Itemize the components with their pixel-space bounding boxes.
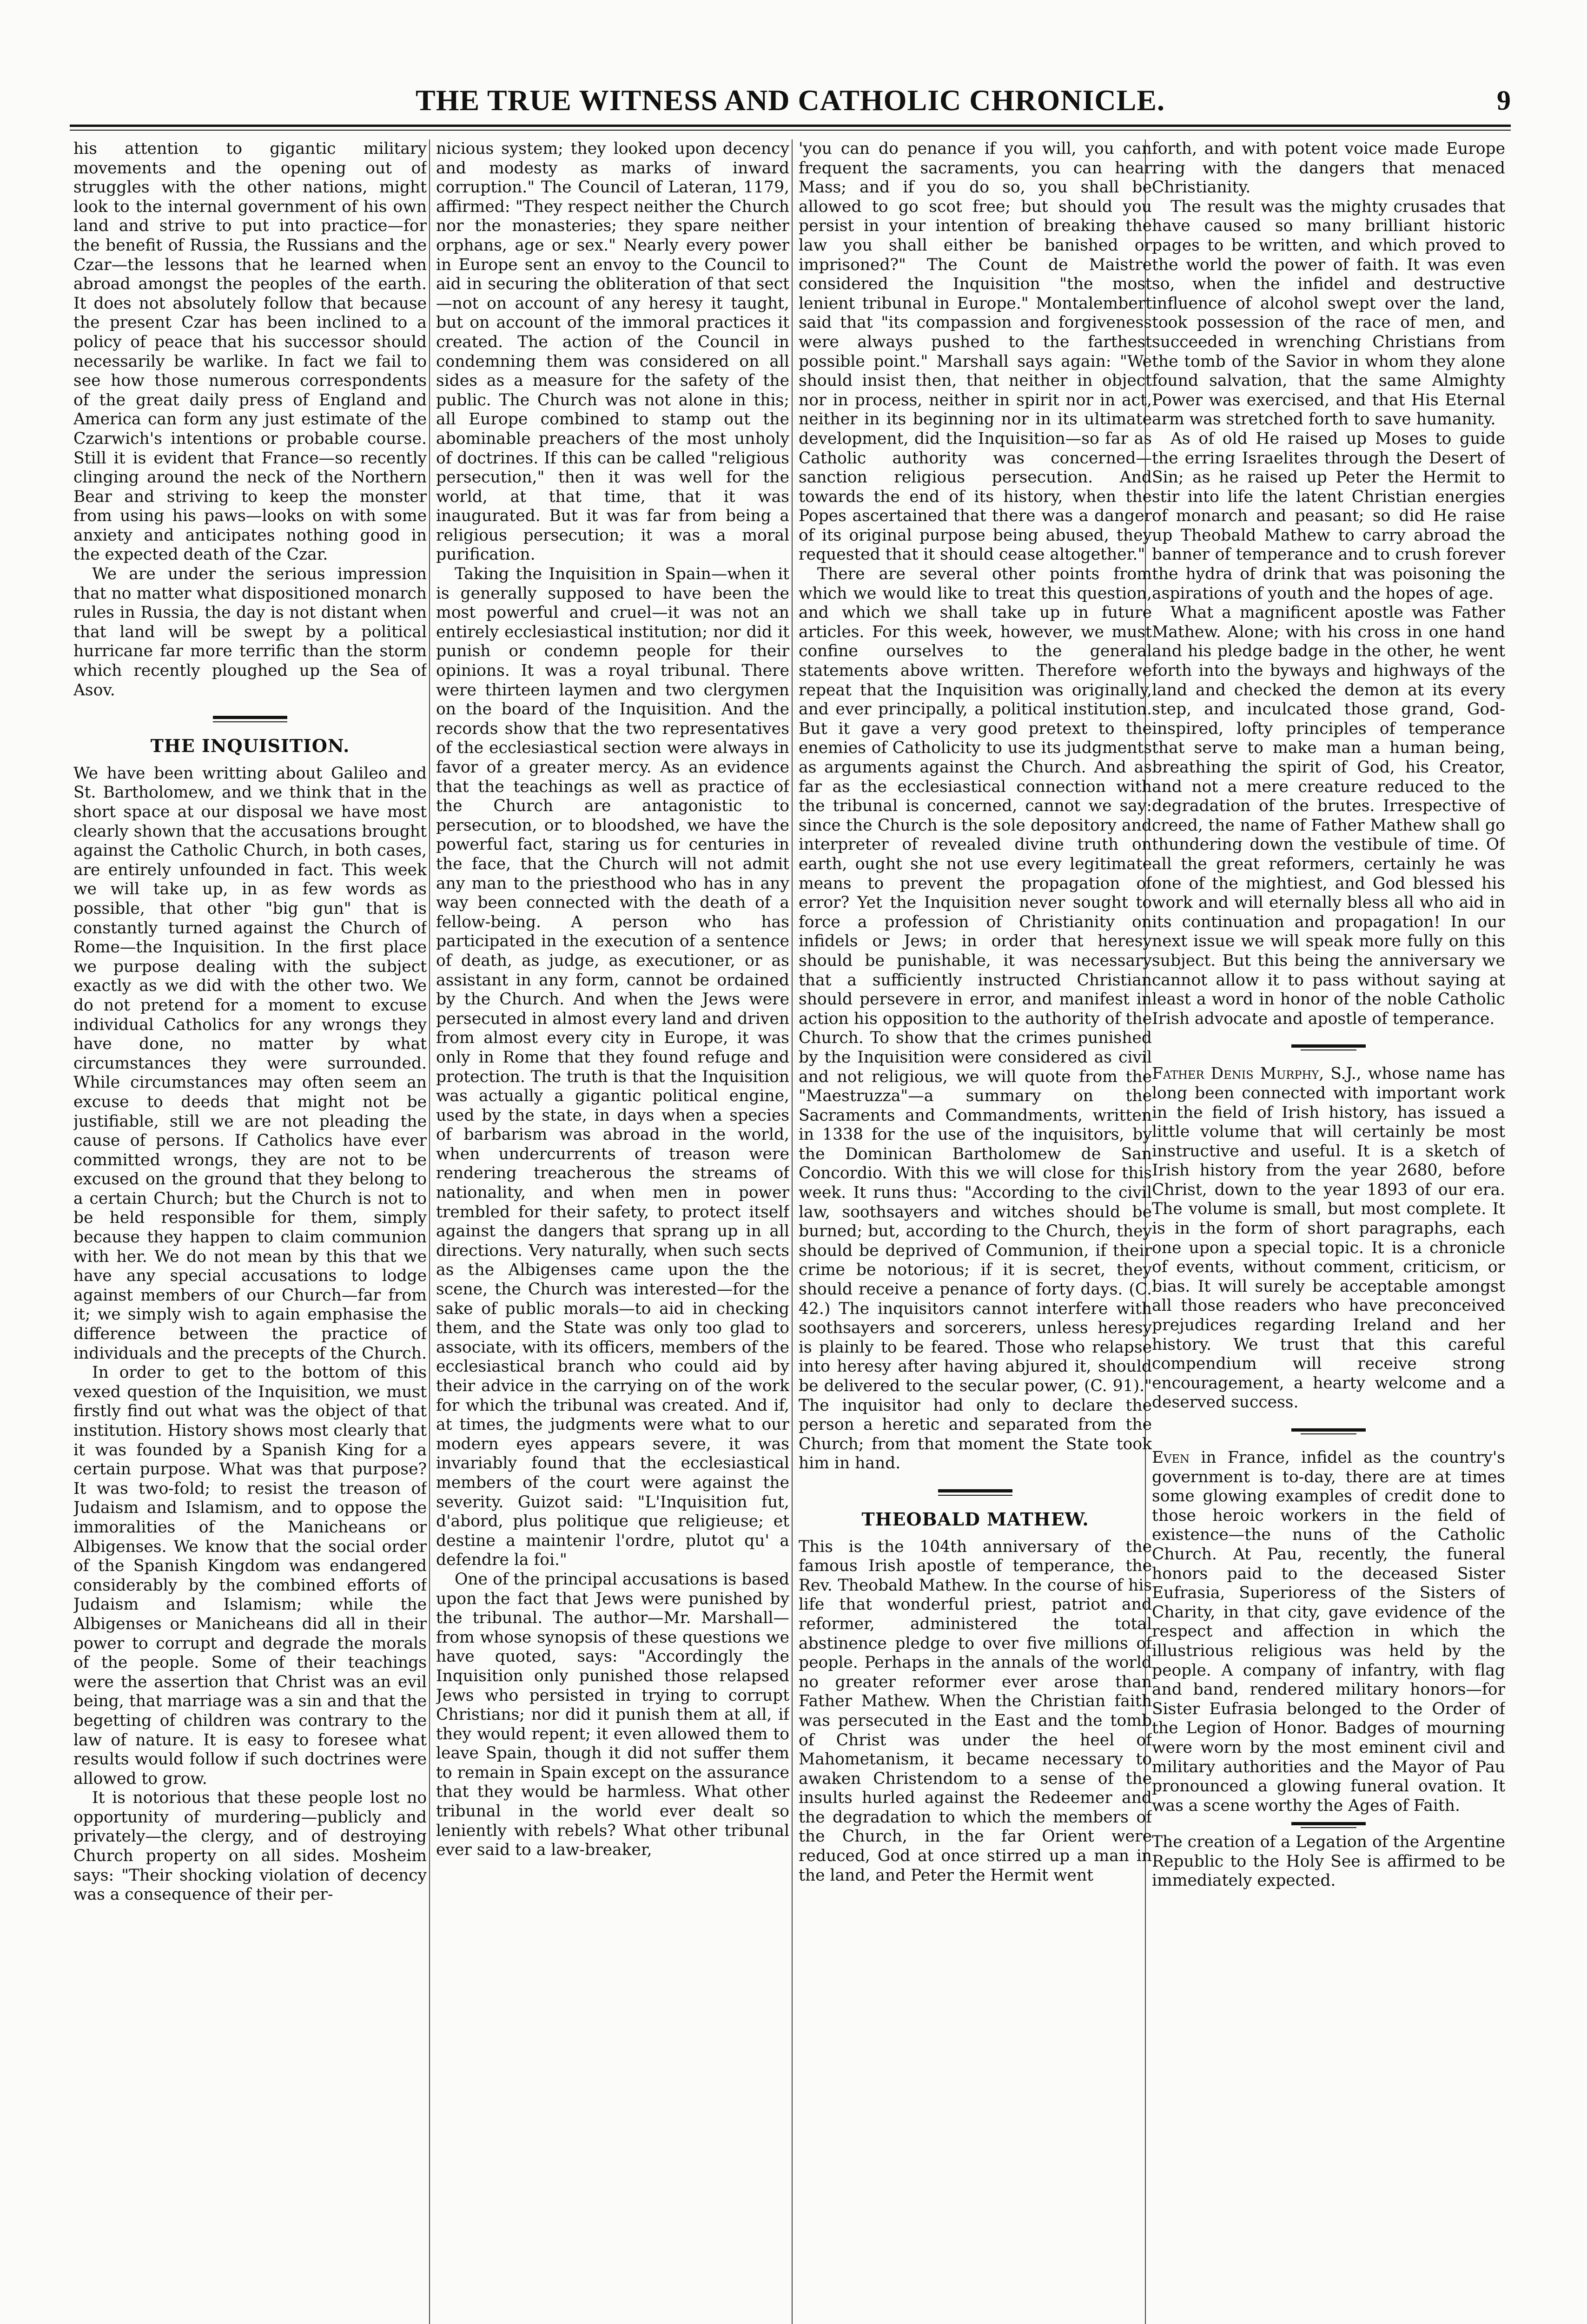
- paragraph: [1152, 1064, 1505, 1413]
- paragraph: We have been writting about Galileo and St. Bartholomew, and we think that in the short space at our disposal we have most clearly shown that the accusations brought against the Catholic Church, in both cases, are entirely unfounded in fact. This week we will take up, in as few words as possible, that other "big gun" that is constantly turned against the Church of Rome—the Inquisition. In the first place we purpose dealing with the subject exactly as we did with the other two. We do not pretend for a moment to excuse individual Catholics for any wrongs they have done, no matter by what circumstances they were surrounded. While circumstances may often seem an excuse to deeds that might not be justifiable, still we are not pleading the cause of persons. If Catholics have ever committed wrongs, they are not to be excused on the ground that they belong to a certain Church; but the Church is not to be held responsible for them, simply because they happen to claim communion with her. We do not mean by this that we have any special accusations to lodge against members of our Church—far from it; we simply wish to again emphasise the difference between the practice of individuals and the precepts of the Church.: [73, 764, 427, 1363]
- paragraph: nicious system; they looked upon decency and modesty as marks of inward corruption." The Council of Lateran, 1179, affirmed: "They respect neither the Church nor the monasteries; they spare neither orphans, age or sex." Nearly every power in Europe sent an envoy to the Council to aid in securing the obliteration of that sect—not on account of any heresy it taught, but on account of the immoral practices it created. The action of the Council in condemning them was considered on all sides as a measure for the safety of the public. The Church was not alone in this; all Europe combined to stamp out the abominable preachers of the most unholy of doctrines. If this can be called "religious persecution," then it was well for the world, at that time, that it was inaugurated. But it was far from being a religious persecution; it was a moral purification.: [436, 139, 789, 564]
- article-heading-inquisition: THE INQUISITION.: [150, 735, 350, 757]
- lead-in: Even: [1152, 1448, 1190, 1467]
- paragraph: his attention to gigantic military movements and the opening out of struggles with the other nations, might look to the internal government of his own land and strive to put into practice—for the benefit of Russia, the Russians and the Czar—the lessons that he learned when abroad amongst the peoples of the earth. It does not absolutely follow that because the present Czar has been inclined to a policy of peace that his successor should necessarily be warlike. In fact we fail to see how those numerous correspondents of the great daily press of England and America can form any just estimate of the Czarwich's intentions or probable course. Still it is evident that France—so recently clinging around the neck of the Northern Bear and striving to keep the monster from using his paws—looks on with some anxiety and anticipates nothing good in the expected death of the Czar.: [73, 139, 427, 564]
- paragraph: forth, and with potent voice made Europe ring with the dangers that menaced Christianity.: [1152, 139, 1505, 197]
- paragraph: The result was the mighty crusades that have caused so many brilliant historic pages to be written, and which proved to the world the power of faith. It was even so, when the infidel and destructive influence of alcohol swept over the land, took possession of the race of men, and succeeded in wrenching Christians from the tomb of the Savior in whom they alone found salvation, that the same Almighty Power was exercised, and that His Eternal arm was stretched forth to save humanity.: [1152, 197, 1505, 429]
- separator-rule: [1291, 1044, 1366, 1050]
- paragraph: What a magnificent apostle was Father Mathew. Alone; with his cross in one hand and his pledge badge in the other, he went forth into the byways and highways of the land and checked the demon at its every step, and inculcated those grand, God-inspired, lofty principles of temperance that serve to make man a human being, breathing the spirit of God, his Creator, and not a mere creature reduced to the degradation of the brutes. Irrespective of creed, the name of Father Mathew shall go thundering down the vestibule of time. Of all the great reformers, certainly he was one of the mightiest, and God blessed his work and will eternally bless all who aid in its continuation and propagation! In our next issue we will speak more fully on this subject. But this being the anniversary we cannot allow it to pass without saying at least a word in honor of the noble Catholic Irish advocate and apostle of temperance.: [1152, 603, 1505, 1028]
- paragraph: Taking the Inquisition in Spain—when it is generally supposed to have been the most powerful and cruel—it was not an entirely ecclesiastical institution; nor did it punish or condemn people for their opinions. It was a royal tribunal. There were thirteen laymen and two clergymen on the board of the Inquisition. And the records show that the two representatives of the ecclesiastical section were always in favor of a greater mercy. As an evidence that the teachings as well as practice of the Church are antagonistic to persecution, or to bloodshed, we have the powerful fact, staring us for centuries in the face, that the Church will not admit any man to the priesthood who has in any way been connected with the death of a fellow-being. A person who has participated in the execution of a sentence of death, as judge, as executioner, or as assistant in any form, cannot be ordained by the Church. And when the Jews were persecuted in almost every land and driven from almost every city in Europe, it was only in Rome that they found refuge and protection. The truth is that the Inquisition was actually a gigantic political engine, used by the state, in days when a species of barbarism was abroad in the world, when undercurrents of treason were rendering treacherous the streams of nationality, and when men in power trembled for their safety, to protect itself against the dangers that sprang up in all directions. Very naturally, when such sects as the Albigenses came upon the the scene, the Church was interested—for the sake of public morals—to aid in checking them, and the State was only too glad to associate, with its officers, members of the ecclesiastical branch who could aid by their advice in the carrying on of the work for which the tribunal was created. And if, at times, the judgments were what to our modern eyes appears severe, it was invariably found that the ecclesiastical members of the court were against the severity. Guizot said: "L'Inquisition fut, d'abord, plus politique que religieuse; et destine a maintenir l'ordre, plutot qu' a defendre la foi.": [436, 565, 789, 1570]
- paragraph: [1152, 1448, 1505, 1816]
- separator-rule: [213, 716, 287, 722]
- column-4: [1152, 139, 1505, 2324]
- masthead-rule-thin: [70, 130, 1511, 131]
- column-3: [799, 139, 1152, 2324]
- paragraph: It is notorious that these people lost no opportunity of murdering—publicly and privately—the clergy, and of destroying Church property on all sides. Mosheim says: "Their shocking violation of decency was a consequence of their per-: [73, 1789, 427, 1904]
- paragraph: As of old He raised up Moses to guide the erring Israelites through the Desert of Sin; as he raised up Peter the Hermit to stir into life the latent Christian energies of monarch and peasant; so did He raise up Theobald Mathew to carry abroad the banner of temperance and to crush forever the hydra of drink that was poisoning the aspirations of youth and the hopes of age.: [1152, 429, 1505, 603]
- column-2: [436, 139, 789, 2324]
- masthead-rule: [70, 125, 1511, 127]
- paragraph: We are under the serious impression that no matter what dispositioned monarch rules in Russia, the day is not distant when that land will be swept by a political hurricane far more terrific than the storm which recently ploughed up the Sea of Asov.: [73, 565, 427, 700]
- separator-rule: [1291, 1428, 1366, 1434]
- paragraph: In order to get to the bottom of this vexed question of the Inquisition, we must firstly find out what was the object of that institution. History shows most clearly that it was founded by a Spanish King for a certain purpose. What was that purpose? It was two-fold; to resist the treason of Judaism and Islamism, and to oppose the immoralities of the Manicheans or Albigenses. We know that the social order of the Spanish Kingdom was endangered considerably by the combined efforts of Judaism and Islamism; while the Albigenses or Manicheans did all in their power to corrupt and degrade the morals of the people. Some of their teachings were the assertion that Christ was an evil being, that marriage was a sin and that the begetting of children was contrary to the law of nature. It is easy to foresee what results would follow if such doctrines were allowed to grow.: [73, 1363, 427, 1788]
- paragraph-text: in France, infidel as the country's government is to-day, there are at times some glowing examples of credit done to those heroic workers in the field of existence—the nuns of the Catholic Church. At Pau, recently, the funeral honors paid to the deceased Sister Eufrasia, Superioress of the Sisters of Charity, in that city, gave evidence of the respect and affection in which the illustrious religious was held by the people. A company of infantry, with flag and band, rendered military honors—for Sister Eufrasia belonged to the Order of the Legion of Honor. Badges of mourning were worn by the most eminent civil and military authorities and the Mayor of Pau pronounced a glowing funeral ovation. It was a scene worthy the Ages of Faith.: [1152, 1448, 1505, 1815]
- separator-rule: [938, 1489, 1012, 1496]
- paragraph: One of the principal accusations is based upon the fact that Jews were punished by the tribunal. The author—Mr. Marshall—from whose synopsis of these questions we have quoted, says: "Accordingly the Inquisition only punished those relapsed Jews who persisted in trying to corrupt Christians; nor did it punish them at all, if they would repent; it even allowed them to leave Spain, though it did not suffer them to remain in Spain except on the assurance that they would be harmless. What other tribunal in the world ever dealt so leniently with rebels? What other tribunal ever said to a law-breaker,: [436, 1570, 789, 1860]
- paragraph-text: whose name has long been connected with important work in the field of Irish history, has issued a little volume that will certainly be most instructive and useful. It is a sketch of Irish history from the year 2680, before Christ, down to the year 1893 of our era. The volume is small, but most complete. It is in the form of short paragraphs, each one upon a special topic. It is a chronicle of events, without comment, criticism, or bias. It will surely be acceptable amongst all those readers who have preconceived prejudices regarding Ireland and her history. We trust that this careful compendium will receive strong encouragement, a hearty welcome and a deserved success.: [1152, 1064, 1505, 1412]
- page-number: 9: [1497, 85, 1511, 116]
- column-rule: [429, 139, 430, 2324]
- paragraph: This is the 104th anniversary of the famous Irish apostle of temperance, the Rev. Theobald Mathew. In the course of his life that wonderful priest, patriot and reformer, administered the total abstinence pledge to over five millions of people. Perhaps in the annals of the world no greater reformer ever arose than Father Mathew. When the Christian faith was persecuted in the East and the tomb of Christ was under the heel of Mahometanism, it became necessary to awaken Christendom to a sense of the insults hurled against the Redeemer and the degradation to which the members of the Church, in the far Orient were reduced, God at once stirred up a man in the land, and Peter the Hermit went: [799, 1537, 1152, 1885]
- paragraph: There are several other points from which we would like to treat this question, and which we shall take up in future articles. For this week, however, we must confine ourselves to the general statements above written. Therefore we repeat that the Inquisition was originally, and ever principally, a political institution. But it gave a very good pretext to the enemies of Catholicity to use its judgments as arguments against the Church. And as far as the ecclesiastical connection with the tribunal is concerned, cannot we say: since the Church is the sole depository and interpreter of revealed divine truth on earth, ought she not use every legitimate means to prevent the propagation of error? Yet the Inquisition never sought to force a profession of Christianity on infidels or Jews; in order that heresy should be punishable, it was necessary that a sufficiently instructed Christian should persevere in error, and manifest in action his opposition to the authority of the Church. To show that the crimes punished by the Inquisition were considered as civil and not religious, we will quote from the "Maestruzza"—a summary on the Sacraments and Commandments, written in 1338 for the use of the inquisitors, by the Dominican Bartholomew de San Concordio. With this we will close for this week. It runs thus: "According to the civil law, soothsayers and witches should be burned; but, according to the Church, they should be deprived of Communion, if their crime be notorious; if it is secret, they should receive a penance of forty days. (C. 42.) The inquisitors cannot interfere with soothsayers and sorcerers, unless heresy is plainly to be feared. Those who relapse into heresy after having abjured it, should be delivered to the secular power, (C. 91)." The inquisitor had only to declare the person a heretic and separated from the Church; from that moment the State took him in hand.: [799, 565, 1152, 1473]
- lead-in: Father Denis Murphy, S.J.,: [1152, 1064, 1362, 1083]
- column-rule: [792, 139, 793, 2324]
- newspaper-title: THE TRUE WITNESS AND CATHOLIC CHRONICLE.: [416, 84, 1165, 117]
- paragraph: 'you can do penance if you will, you can frequent the sacraments, you can hear Mass; and if you do so, you shall be allowed to go scot free; but should you persist in your intention of breaking the law you shall either be banished or imprisoned?" The Count de Maistre considered the Inquisition "the most lenient tribunal in Europe." Montalembert said that "its compassion and forgiveness were always pushed to the farthest possible point." Marshall says again: "We should insist then, that neither in object nor in process, neither in spirit nor in act, neither in its beginning nor in its ultimate development, did the Inquisition—so far as Catholic authority was concerned—sanction religious persecution. And towards the end of its history, when the Popes ascertained that there was a danger of its original purpose being abused, they requested that it should cease altogether.": [799, 139, 1152, 564]
- column-1: [73, 139, 427, 2324]
- separator-rule: [1291, 1822, 1366, 1828]
- article-heading-theobald-mathew: THEOBALD MATHEW.: [861, 1508, 1089, 1530]
- paragraph: The creation of a Legation of the Argentine Republic to the Holy See is affirmed to be immediately expected.: [1152, 1833, 1505, 1890]
- masthead: [70, 81, 1511, 119]
